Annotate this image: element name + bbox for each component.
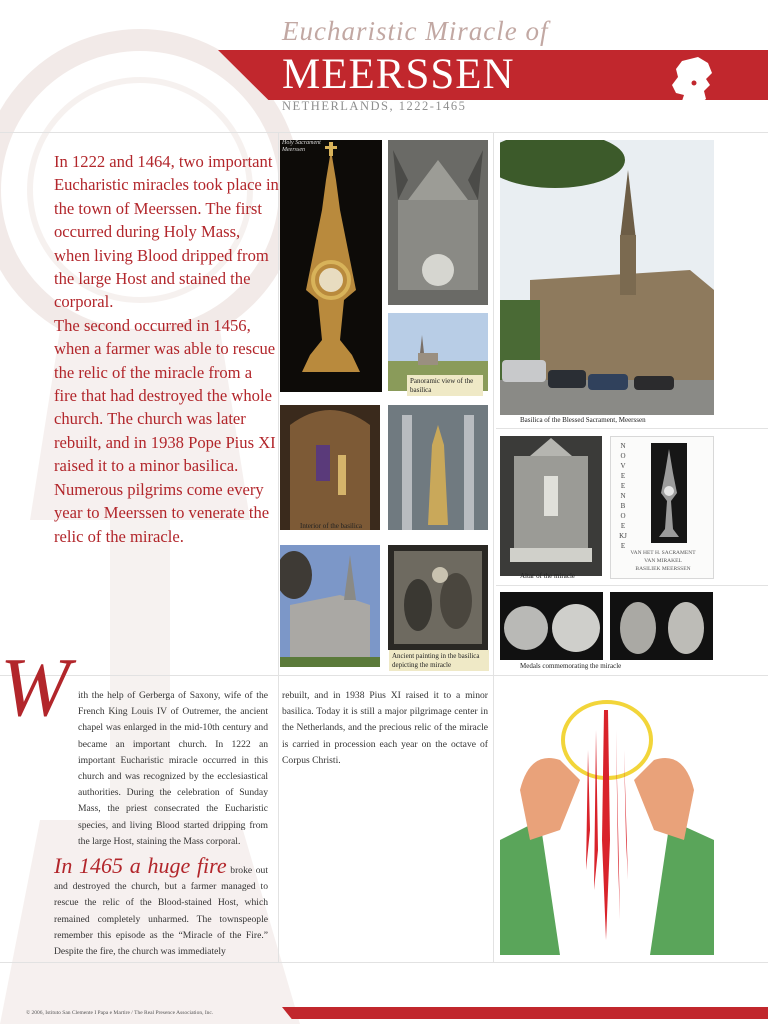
- photo-medals-2: [610, 592, 713, 660]
- photo-interior-nave: [280, 405, 380, 530]
- header-subheading: NETHERLANDS, 1222-1465: [282, 99, 467, 113]
- medals-caption: Medals commemorating the miracle: [520, 662, 622, 670]
- header-script-title: Eucharistic Miracle of: [282, 16, 549, 46]
- photo-interior-altar: [388, 405, 488, 530]
- fire-paragraph: broke out and destroyed the church, but a farmer managed to rescue the relic of the Blood-stained Host, which remained completely unharmed. The townspeople remember this episode as the “Miracle of the Fire.” Despite the fire, the church was immediately: [54, 865, 268, 958]
- interior-caption: Interior of the basilica: [300, 522, 363, 530]
- illustration-host-blood: [500, 690, 714, 955]
- footer-red-bar: [282, 1007, 768, 1019]
- photo-basilica: [500, 140, 714, 415]
- copyright-text: © 2006, Istituto San Clemente I Papa e Martire / The Real Presence Association, Inc.: [26, 1010, 214, 1016]
- photo-painting: [388, 545, 488, 650]
- booklet-vertical-title: NOVEENBOEKJE: [619, 442, 627, 550]
- basilica-caption: Basilica of the Blessed Sacrament, Meerssen: [520, 416, 646, 424]
- divider: [496, 428, 768, 429]
- intro-text: [54, 150, 279, 548]
- netherlands-map-icon: [668, 55, 716, 107]
- fire-heading: In 1465 a huge fire: [54, 853, 227, 878]
- booklet-subtitle: VAN HET H. SACRAMENT VAN MIRAKEL BASILIEK MEERSSEN: [630, 550, 696, 572]
- body-column-2: rebuilt, and in 1938 Pius XI raised it to a minor basilica. Today it is still a major pilgrimage center in the Netherlands, and the precious relic of the miracle is carried in procession each year on the octave of Corpus Christi.: [282, 690, 488, 766]
- photo-medals-1: [500, 592, 603, 660]
- intro-paragraph-2: The second occurred in 1456, when a farmer was able to rescue the relic of the miracle from a fire that had destroyed the whole church. The church was later rebuilt, and in 1938 Pope Pius XI raised it to a minor basilica. Numerous pilgrims come every year to Meerssen to venerate the relic of the miracle.: [54, 315, 276, 546]
- divider: [496, 585, 768, 586]
- body-column-1-lead: ith the help of Gerberga of Saxony, wife of the French King Louis IV of Outremer, the ancient chapel was enlarged in the mid-10th century and became an important church. In 1222 an important Eucharistic miracle occurred in this church and was recognized by the ecclesiastical authorities. During the celebration of Sunday Mass, the priest consecrated the Eucharistic species, and living Blood started dripping from the large Host, staining the Mass corporal.: [78, 690, 268, 847]
- monstrance-label: Holy Sacrament Meerssen: [282, 140, 321, 153]
- divider: [0, 675, 768, 676]
- altar-caption: Altar of the miracle: [520, 572, 576, 580]
- photo-altar: [500, 436, 602, 576]
- divider: [0, 962, 768, 963]
- page-title: MEERSSEN: [282, 51, 515, 98]
- painting-caption: Ancient painting in the basilica depicting the miracle: [389, 650, 489, 671]
- intro-paragraph-1: In 1222 and 1464, two important Eucharistic miracles took place in the town of Meerssen. The first occurred during Holy Mass, when living Blood dripped from the large Host and stained the corporal.: [54, 152, 279, 312]
- panoramic-caption: Panoramic view of the basilica: [407, 375, 483, 396]
- noveen-booklet: [610, 436, 714, 579]
- divider: [493, 132, 494, 962]
- body-column-1-fire: [54, 853, 268, 960]
- divider: [0, 132, 768, 133]
- photo-monstrance: [280, 140, 382, 392]
- photo-carving: [388, 140, 488, 305]
- drop-cap: W: [0, 641, 70, 734]
- booklet-monstrance-image: [651, 443, 687, 543]
- photo-church-exterior: [280, 545, 380, 667]
